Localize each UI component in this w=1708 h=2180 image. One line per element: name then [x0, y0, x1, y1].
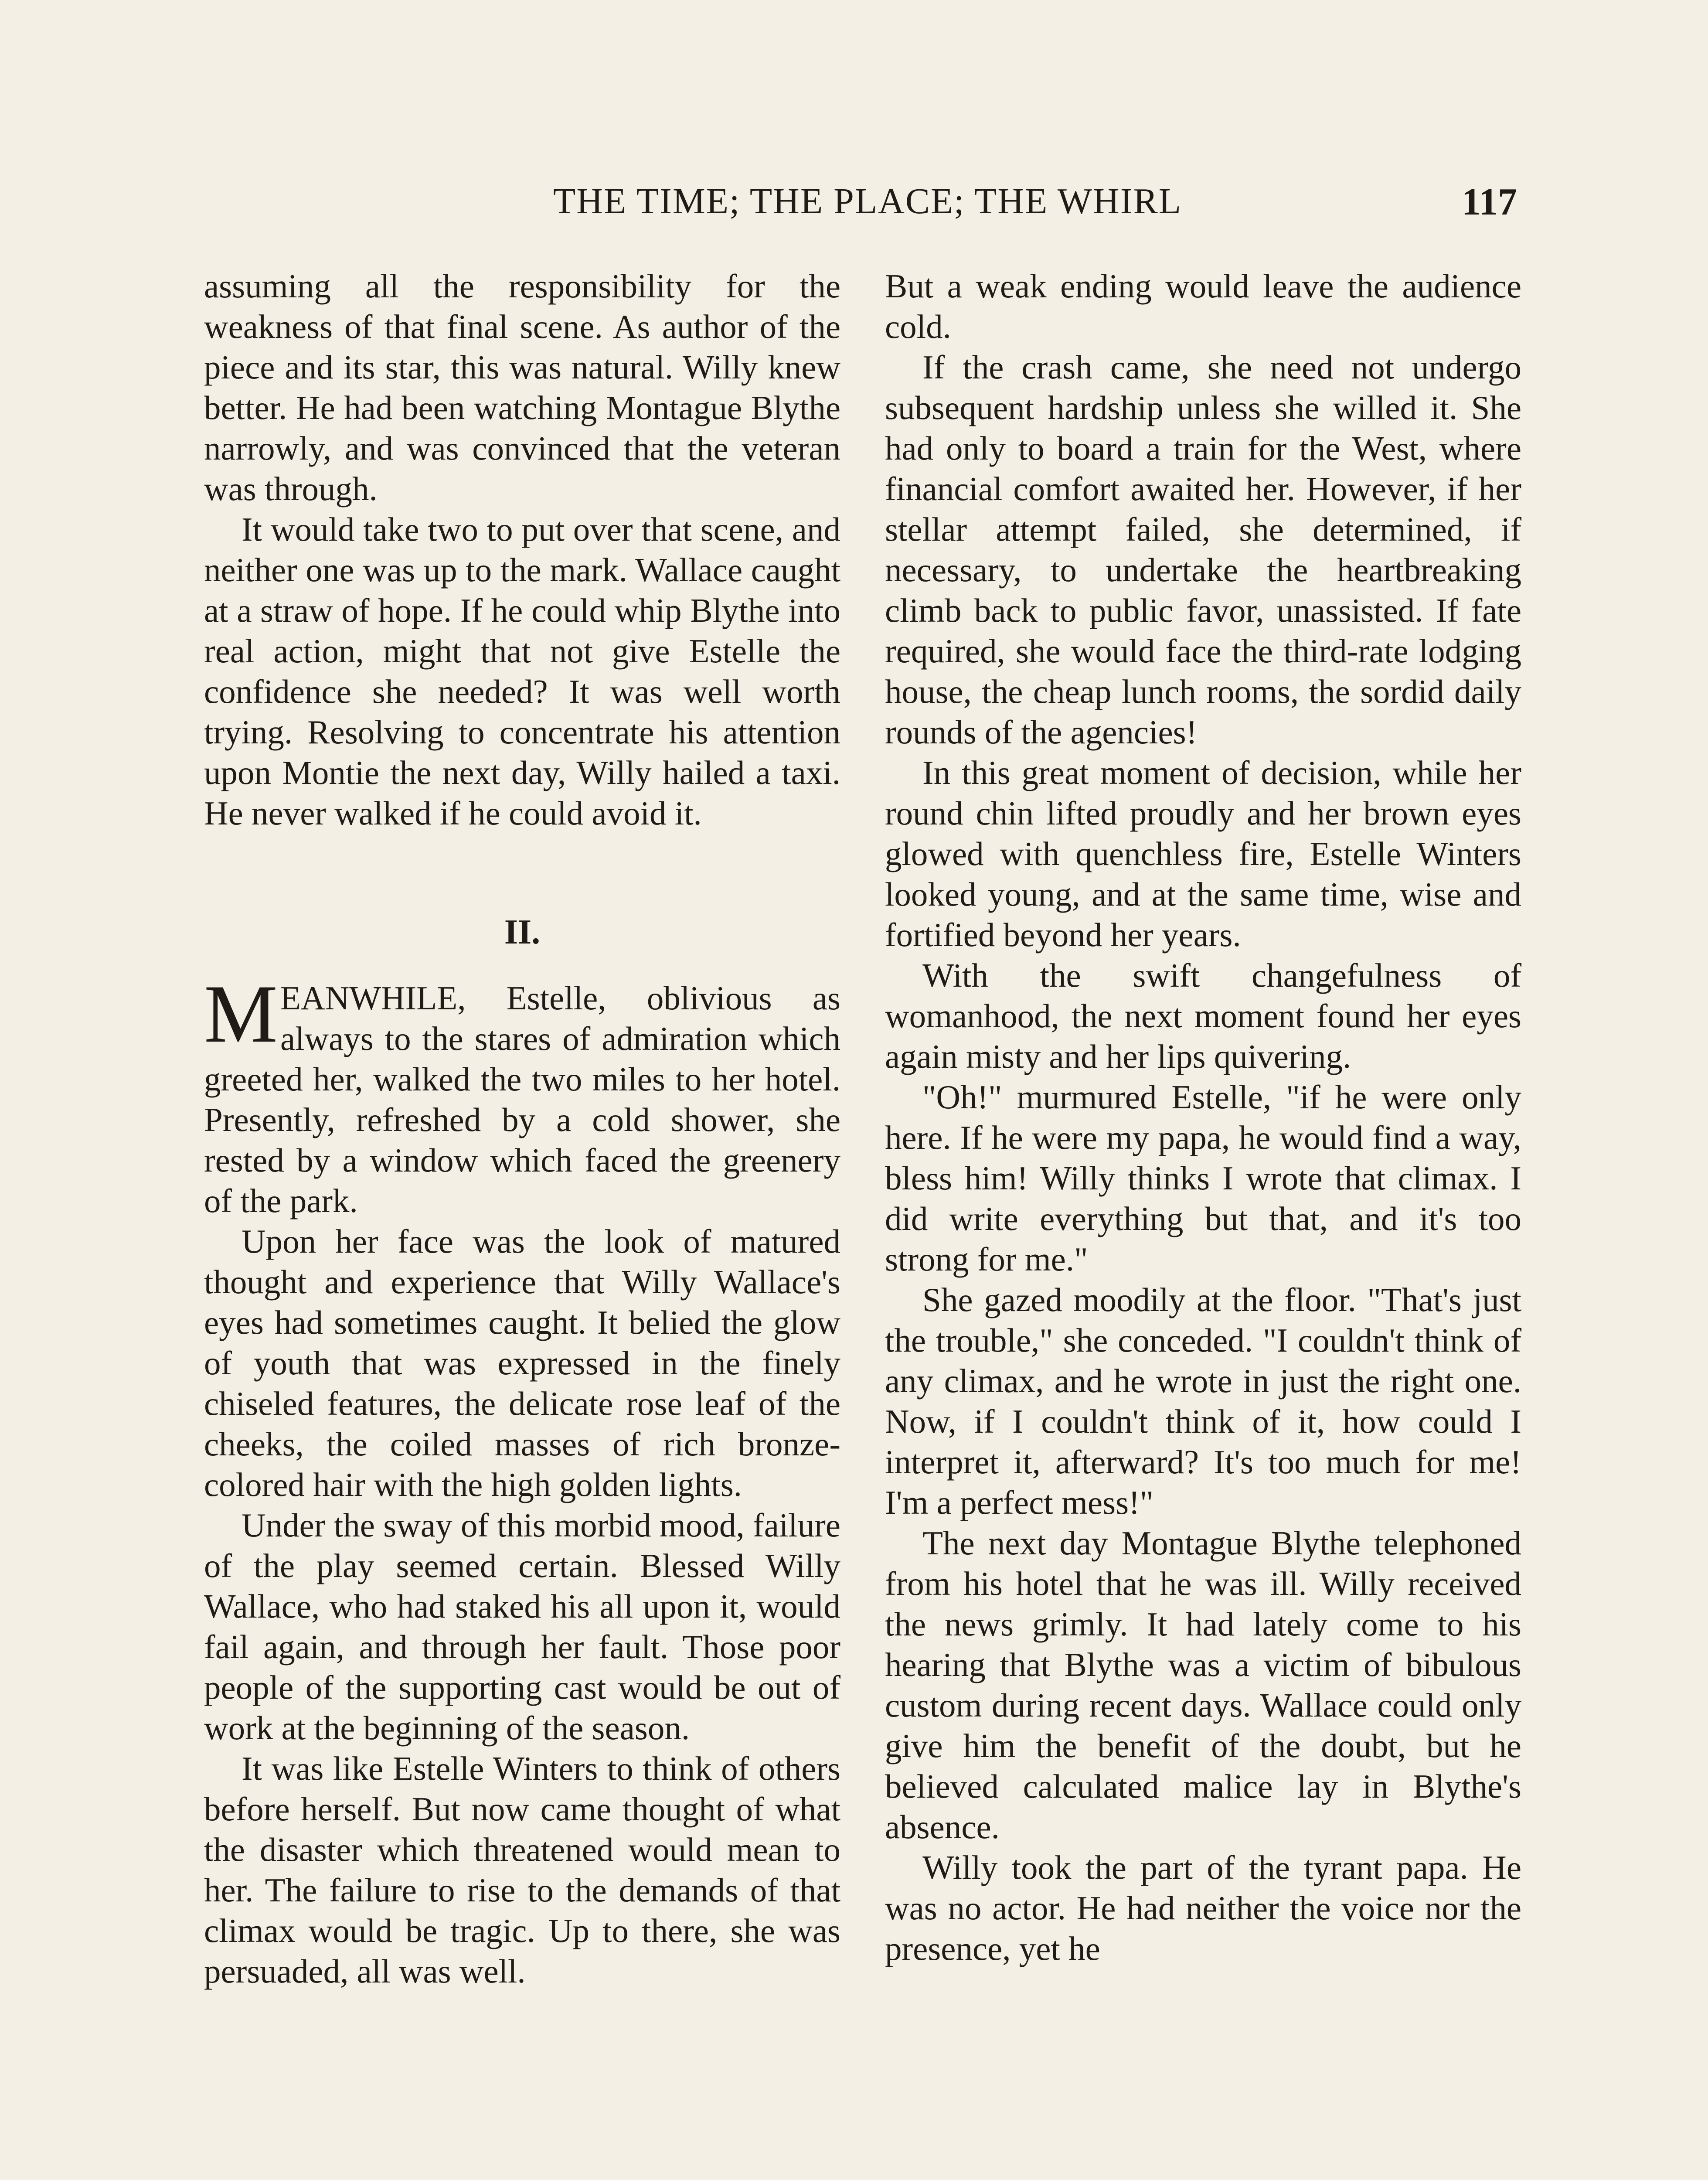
drop-cap: M	[204, 968, 278, 1060]
paragraph: If the crash came, she need not undergo subsequent hardship unless she willed it. She had only to board a train for the West, where financial comfort awaited her. However, if her stellar attempt failed, she determined, if necessary, to undertake the heartbreaking climb back to public favor, unassisted. If fate required, she would face the third-rate lodging house, the cheap lunch rooms, the sordid daily rounds of the agencies!	[885, 348, 1521, 751]
paragraph: Willy took the part of the tyrant papa. He was no actor. He had neither the voice nor the presence, yet he	[885, 1849, 1521, 1967]
paragraph: She gazed moodily at the floor. "That's just the trouble," she conceded. "I couldn't think of any climax, and he wrote in just the right one. Now, if I couldn't think of it, how could I interpret it, afterward? It's too much for me! I'm a perfect mess!"	[885, 1281, 1521, 1521]
paragraph: It would take two to put over that scene, and neither one was up to the mark. Wallace caught at a straw of hope. If he could whip Blythe into real action, might that not give Estelle the confidence she needed? It was well worth trying. Resolving to concentrate his attention upon Montie the next day, Willy hailed a taxi. He never walked if he could avoid it.	[204, 511, 840, 832]
running-title: THE TIME; THE PLACE; THE WHIRL	[553, 181, 1182, 221]
paragraph: "Oh!" murmured Estelle, "if he were only here. If he were my papa, he would find a way, bless him! Willy thinks I wrote that climax. I did write everything but that, and it's too strong for me."	[885, 1078, 1521, 1278]
paragraph: Upon her face was the look of matured thought and experience that Willy Wallace's eyes had sometimes caught. It belied the glow of youth that was expressed in the finely chiseled features, the delicate rose leaf of the cheeks, the coiled masses of rich bronze-colored hair with the high golden lights.	[204, 1223, 840, 1503]
opening-paragraph-text: EANWHILE, Estelle, oblivious as always to the stares of admiration which greeted her, walked the two miles to her hotel. Presently, refreshed by a cold shower, she rested by a window which faced the greenery of the park.	[204, 979, 840, 1219]
paragraph: In this great moment of decision, while her round chin lifted proudly and her brown eyes glowed with quenchless fire, Estelle Winters looked young, and at the same time, wise and fortified beyond her years.	[885, 754, 1521, 954]
paragraph: With the swift changefulness of womanhood, the next moment found her eyes again misty and her lips quivering.	[885, 957, 1521, 1075]
section-heading: II.	[504, 913, 541, 951]
paragraph: It was like Estelle Winters to think of others before herself. But now came thought of what the disaster which threatened would mean to her. The failure to rise to the demands of that climax would be tragic. Up to there, she was persuaded, all was well.	[204, 1750, 840, 1990]
right-column	[885, 266, 1521, 1969]
page-number: 117	[1461, 181, 1517, 223]
paragraph: Under the sway of this morbid mood, failure of the play seemed certain. Blessed Willy Wallace, who had staked his all upon it, would fail again, and through her fault. Those poor people of the supporting cast would be out of work at the beginning of the season.	[204, 1506, 840, 1747]
opening-paragraph	[204, 968, 840, 1221]
paragraph: assuming all the responsibility for the weakness of that final scene. As author of the piece and its star, this was natural. Willy knew better. He had been watching Montague Blythe narrowly, and was convinced that the veteran was through.	[204, 267, 840, 508]
paragraph: The next day Montague Blythe telephoned from his hotel that he was ill. Willy received the news grimly. It had lately come to his hearing that Blythe was a victim of bibulous custom during recent days. Wallace could only give him the benefit of the doubt, but he believed calculated malice lay in Blythe's absence.	[885, 1524, 1521, 1846]
paragraph: But a weak ending would leave the audience cold.	[885, 267, 1521, 345]
left-column	[204, 266, 840, 1992]
